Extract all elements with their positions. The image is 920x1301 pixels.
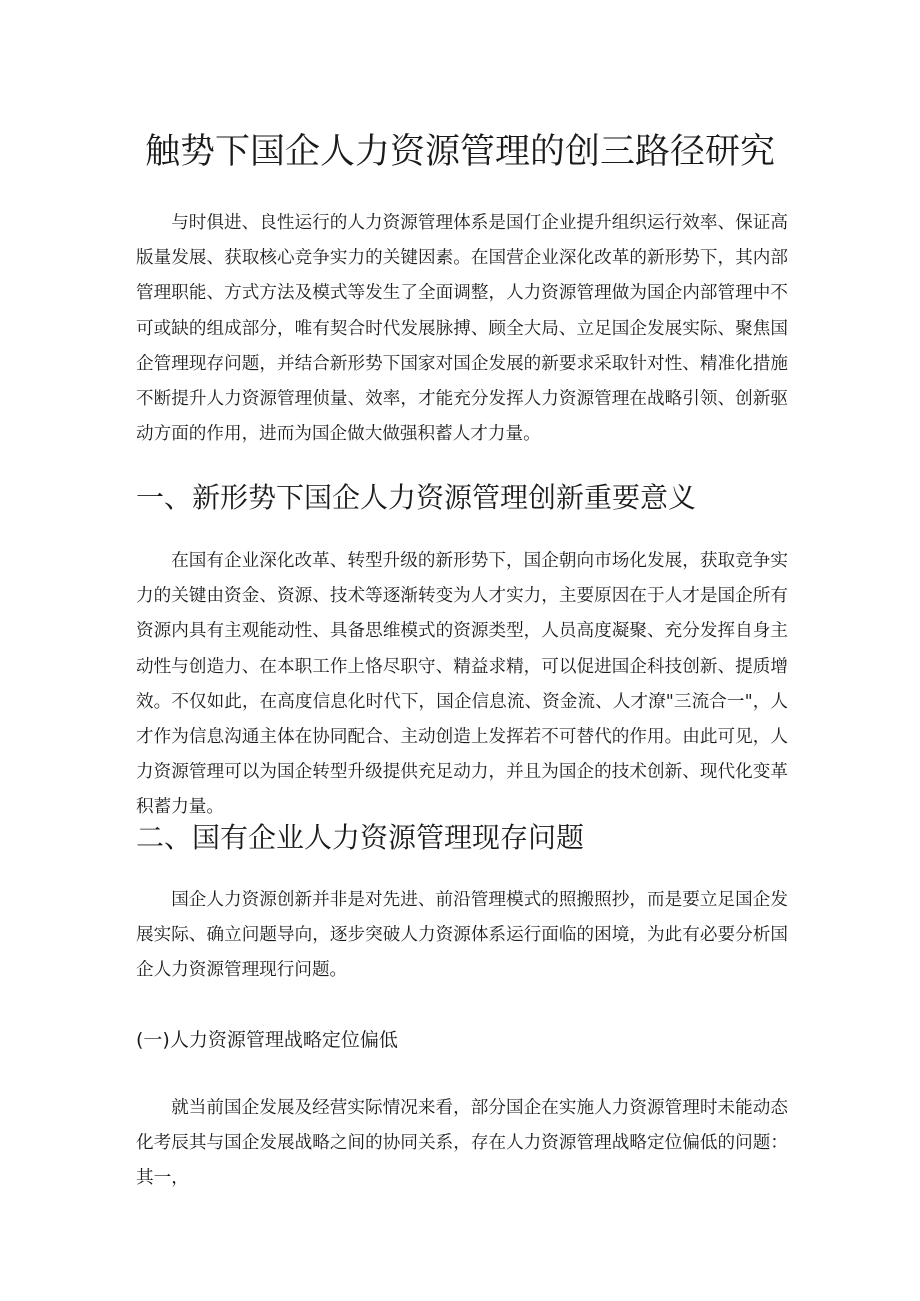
- section-1-heading: 一、新形势下国企人力资源管理创新重要意义: [136, 481, 697, 514]
- subsection-1-paragraph: 就当前国企发展及经营实际情况来看，部分国企在实施人力资源管理时未能动态化考辰其与国企发展战略之间的协同关系，存在人力资源管理战略定位偏低的问题：其一，: [136, 1098, 788, 1189]
- section-2-heading: 二、国有企业人力资源管理现存问题: [136, 821, 585, 854]
- section-2-paragraph: 国企人力资源创新并非是对先进、前沿管理模式的照搬照抄，而是要立足国企发展实际、确立问题导向，逐步突破人力资源体系运行面临的困境，为此有必要分析国企人力资源管理现行问题。: [136, 890, 788, 981]
- section-1-paragraph: 在国有企业深化改革、转型升级的新形势下，国企朝向市场化发展，获取竞争实力的关键由资金、资源、技术等逐渐转变为人才实力，主要原因在于人才是国企所有资源内具有主观能动性、具备思维模式的资源类型，人员高度凝聚、充分发挥自身主动性与创造力、在本职工作上恪尽职守、精益求精，可以促进国企科技创新、提质增效。不仅如此，在高度信息化时代下，国企信息流、资金流、人才潦"三流合一"，人才作为信息沟通主体在协同配合、主动创造上发挥若不可替代的作用。由此可见，人力资源管理可以为国企转型升级提供充足动力，并且为国企的技术创新、现代化变革积蓄力量。: [136, 551, 788, 818]
- document-title: 触势下国企人力资源管理的创三路径研究: [144, 132, 775, 172]
- intro-paragraph: 与时俱进、良性运行的人力资源管理体系是国仃企业提升组织运行效率、保证高版量发展、获取核心竞争实力的关键因素。在国营企业深化改革的新形势下，其内部管理职能、方式方法及模式等发生了全面调整，人力资源管理做为国企内部管理中不可或缺的组成部分，唯有契合时代发展脉搏、顾全大局、立足国企发展实际、聚焦国企管理现存问题，并结合新形势下国家对国企发展的新要求采取针对性、精准化措施不断提升人力资源管理侦量、效率，才能充分发挥人力资源管理在战略引领、创新驱动方面的作用，进而为国企做大做强积蓄人才力量。: [136, 213, 788, 445]
- subsection-1-heading: (一)人力资源管理战略定位偏低: [136, 1029, 398, 1051]
